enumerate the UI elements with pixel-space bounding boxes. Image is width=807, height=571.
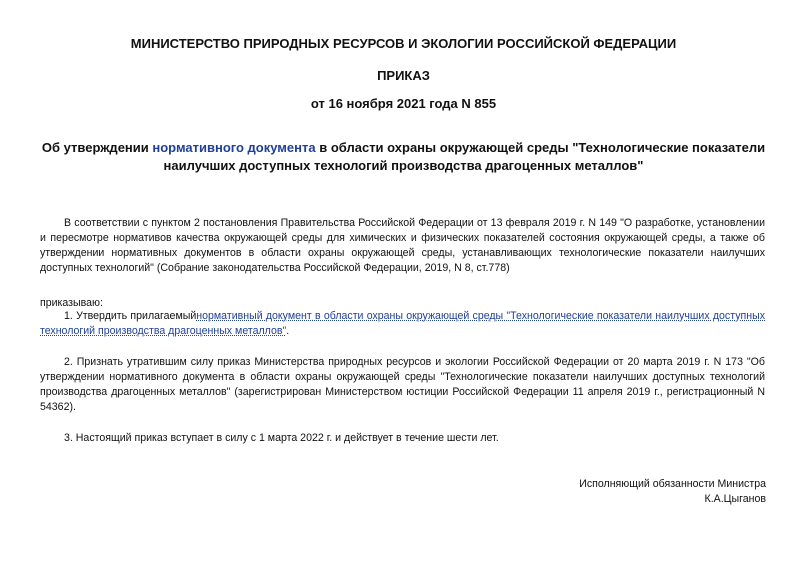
order-item-2: 2. Признать утратившим силу приказ Министерства природных ресурсов и экологии Российской Федерации от 20 марта 2019 г. N 173 "Об утверждении нормативного документа в области охраны окружающей среды "Технологические показатели наилучших доступных технологий производства драгоценных металлов" (зарегистрирован Министерством юстиции Российской Федерации 11 апреля 2019 г., регистрационный N 54362). xyxy=(40,356,765,413)
order-date: от 16 ноября 2021 года N 855 xyxy=(310,96,497,111)
item1-prefix: 1. Утвердить прилагаемый xyxy=(64,310,197,322)
title-document-link[interactable]: нормативного документа xyxy=(152,140,316,155)
ministry-heading: МИНИСТЕРСТВО ПРИРОДНЫХ РЕСУРСОВ И ЭКОЛОГИИ РОССИЙСКОЙ ФЕДЕРАЦИИ xyxy=(130,36,677,51)
document-title xyxy=(40,139,767,175)
normative-document-link[interactable]: нормативный документ в области охраны окружающей среды "Технологические показатели наилучших доступных технологий производства драгоценных металлов" xyxy=(40,310,765,337)
item1-suffix: . xyxy=(286,325,290,337)
order-heading: ПРИКАЗ xyxy=(377,68,430,83)
title-prefix: Об утверждении xyxy=(41,140,153,155)
signature-name: К.А.Цыганов xyxy=(704,493,766,505)
title-suffix: в области охраны окружающей среды "Технологические показатели наилучших доступных технологий производства драгоценных металлов" xyxy=(163,140,766,173)
order-item-3: 3. Настоящий приказ вступает в силу с 1 марта 2022 г. и действует в течение шести лет. xyxy=(64,432,499,444)
signature-position: Исполняющий обязанности Министра xyxy=(579,478,766,490)
preamble-paragraph: В соответствии с пунктом 2 постановления Правительства Российской Федерации от 13 февраля 2019 г. N 149 "О разработке, установлении и пересмотре нормативов качества окружающей среды для химических и физических показателей состояния окружающей среды, а также об утверждении нормативных документов в области охраны окружающей среды, устанавливающих технологические показатели наилучших доступных технологий" (Собрание законодательства Российской Федерации, 2019, N 8, ст.778) xyxy=(40,217,765,274)
order-item-1 xyxy=(40,309,765,339)
order-verb: приказываю: xyxy=(40,297,103,309)
